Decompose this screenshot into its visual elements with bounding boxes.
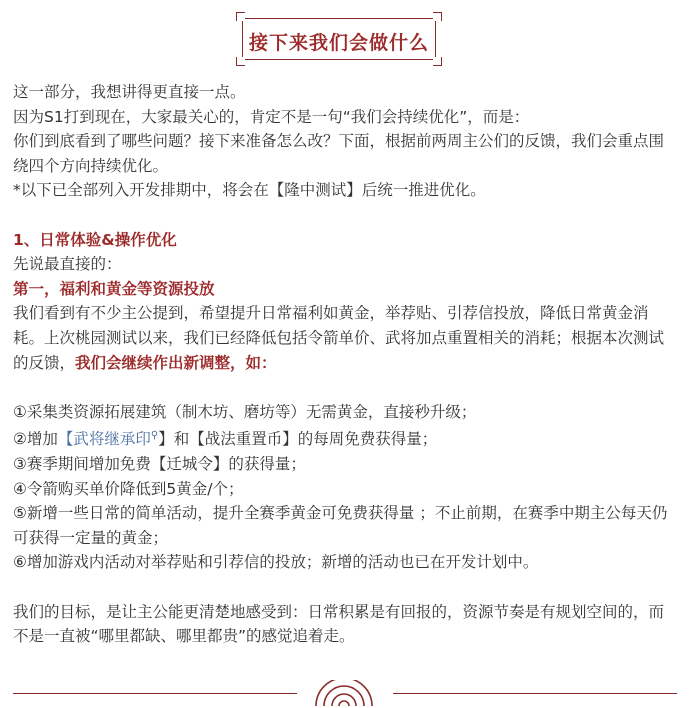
intro-paragraph: 这一部分，我想讲得更直接一点。 <box>13 83 246 101</box>
intro-note: *以下已全部列入开发排期中，将会在【隆中测试】后统一推进优化。 <box>13 181 486 200</box>
list-item: ③赛季期间增加免费【迁城令】的获得量； <box>13 455 306 474</box>
sub-heading: 第一，福利和黄金等资源投放 <box>13 279 215 298</box>
keyword-link[interactable] <box>58 430 158 448</box>
search-icon: ⚲ <box>150 430 159 442</box>
body-text: 我们看到有不少主公提到，希望提升日常福利如黄金，举荐贴、引荐信投放，降低日常黄金消耗。上次桃园测试以来，我们已经降低包括令箭单价、武将加点重置相关的消耗；根据本次测试的反馈， <box>13 304 665 372</box>
list-item <box>13 424 677 452</box>
divider-line <box>393 693 677 694</box>
intro-paragraph: 你们到底看到了哪些问题？接下来准备怎么改？下面，根据前两周主公们的反馈，我们会重点围绕四个方向持续优化。 <box>13 132 665 175</box>
article-body <box>13 80 677 649</box>
divider-line <box>13 693 297 694</box>
list-item-text: ②增加 <box>13 430 58 449</box>
corner-ornament <box>433 12 442 21</box>
spacer <box>13 575 677 600</box>
body-paragraph <box>13 301 677 375</box>
spacer <box>13 203 677 228</box>
footer-divider <box>13 680 677 706</box>
corner-ornament <box>236 57 245 66</box>
list-item-text: 】和【战法重置币】的每周免费获得量； <box>158 430 438 449</box>
list-item: ⑤新增一些日常的简单活动，提升全赛季黄金可免费获得量 ；不止前期，在赛季中期主公每天仍可获得一定量的黄金； <box>13 504 668 547</box>
list-item: ④令箭购买单价降低到5黄金/个； <box>13 479 244 498</box>
section-title: 接下来我们会做什么 <box>248 32 429 54</box>
spacer <box>13 375 677 400</box>
emphasis-text: 我们会继续作出新调整，如： <box>75 353 277 372</box>
corner-ornament <box>236 12 245 21</box>
wave-ornament-icon <box>312 680 376 706</box>
section-title-box <box>236 12 442 66</box>
lead-text: 先说最直接的： <box>13 255 122 274</box>
intro-paragraph: 因为S1打到现在，大家最关心的，肯定不是一句“我们会持续优化”，而是： <box>13 107 530 126</box>
corner-ornament <box>433 57 442 66</box>
keyword-link-text: 【武将继承印 <box>57 430 151 449</box>
list-item: ⑥增加游戏内活动对举荐贴和引荐信的投放；新增的活动也已在开发计划中。 <box>13 553 539 572</box>
closing-paragraph: 我们的目标，是让主公能更清楚地感受到：日常积累是有回报的，资源节奏是有规划空间的，而不是一直被“哪里都缺、哪里都贵”的感觉追着走。 <box>13 602 665 646</box>
list-item: ①采集类资源拓展建筑（制木坊、磨坊等）无需黄金，直接秒升级； <box>13 402 477 421</box>
section-heading: 1、日常体验&操作优化 <box>13 230 177 249</box>
